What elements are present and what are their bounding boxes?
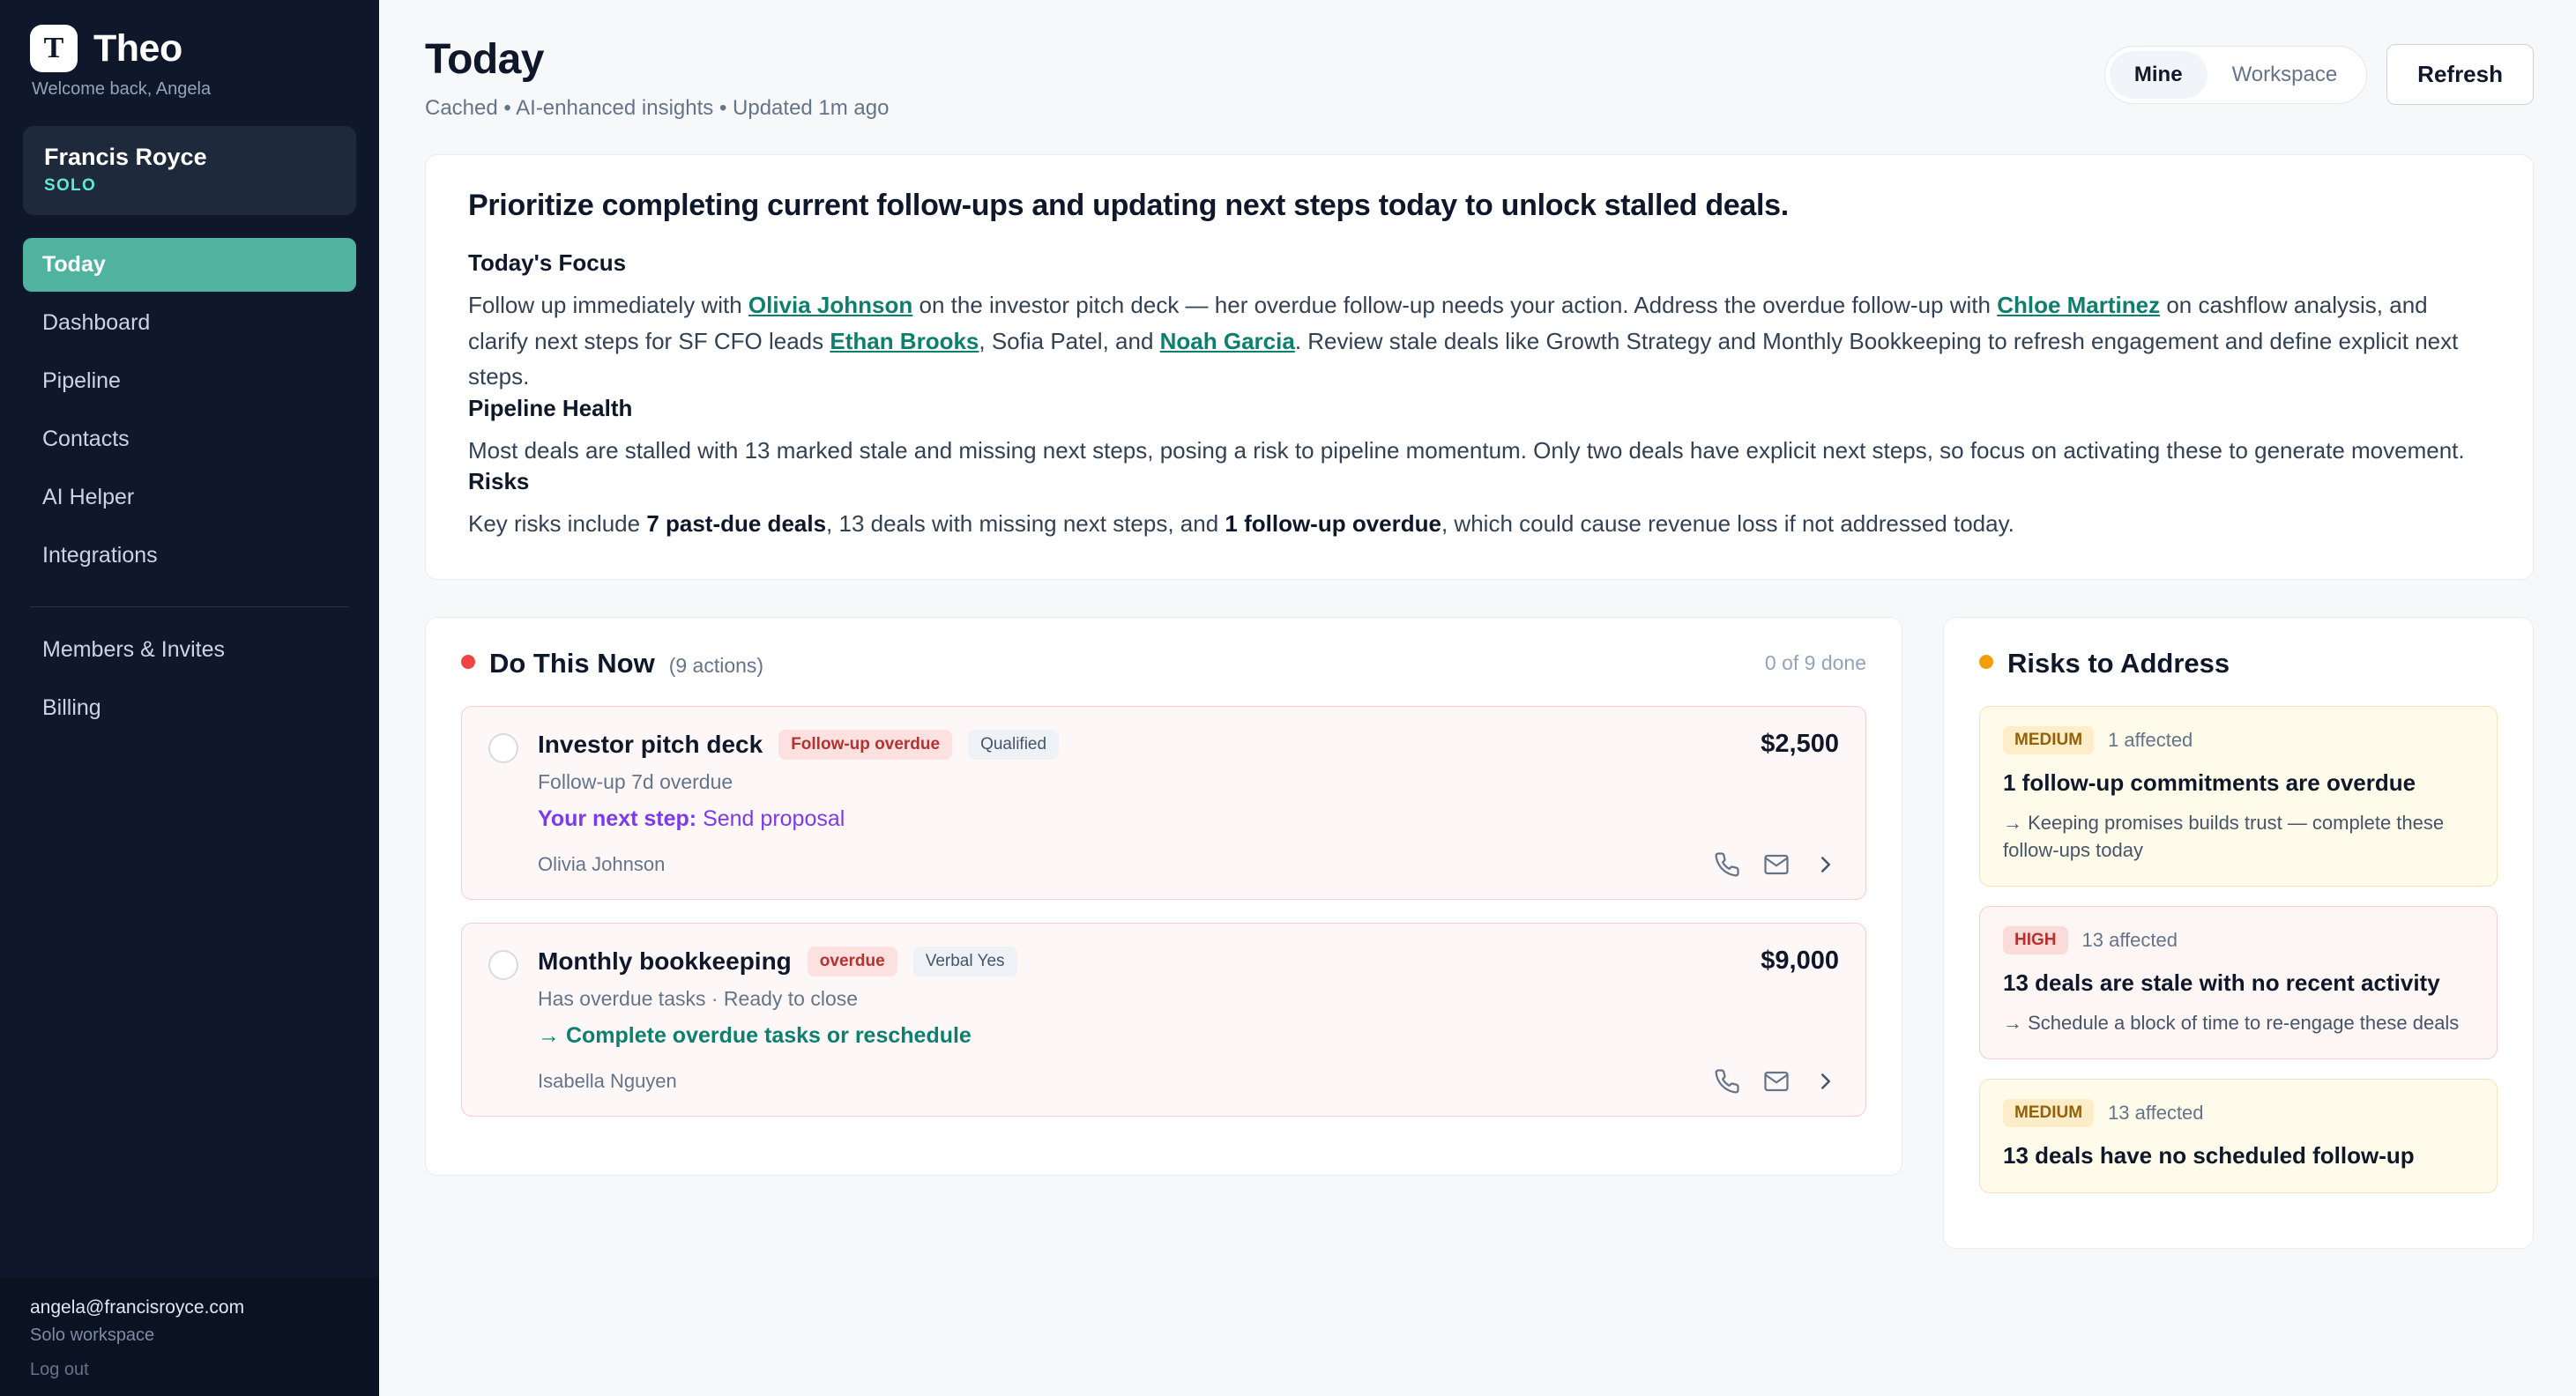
panel-action-count: (9 actions) [668,653,764,677]
task-next-step [538,1023,1839,1049]
task-body [538,947,1839,1049]
text-fragment: on cashflow analysis, and clarify next steps for SF CFO leads [468,292,2428,354]
task-subtitle: Follow-up 7d overdue [538,769,733,793]
insight-section-body [468,287,2490,395]
contact-link-noah-garcia[interactable]: Noah Garcia [1159,327,1295,354]
task-row[interactable] [461,706,1866,900]
page-header-text [425,35,889,121]
text-fragment: Most deals are stalled with 13 marked stale and missing next steps, posing a risk to pipeline momentum. Only two deals have explicit next steps, so focus on activating these to generate movement. [468,436,2465,464]
insight-card [425,154,2534,580]
page-title: Today [425,36,544,83]
risk-recommended-action: → Schedule a block of time to re-engage these deals [2003,1012,2460,1035]
text-fragment: Follow up immediately with [468,292,748,318]
contact-link-ethan-brooks[interactable]: Ethan Brooks [830,327,979,354]
task-actions [1714,851,1839,878]
sidebar-item-contacts[interactable]: Contacts [42,427,130,451]
text-fragment: on the investor pitch deck — her overdue follow-up needs your action. Address the overdue follow-up with [912,292,1998,318]
task-badge-status: Follow-up overdue [778,730,952,760]
panel-header [461,648,1866,679]
risk-header [2003,926,2474,954]
task-complete-checkbox[interactable] [488,733,518,763]
sidebar-item-billing[interactable]: Billing [42,695,101,720]
email-icon[interactable] [1763,1068,1790,1095]
sidebar-divider [30,606,349,607]
risk-card[interactable] [1979,706,2498,887]
task-amount: $2,500 [1761,730,1839,759]
scope-option-workspace[interactable]: Workspace [2231,62,2338,86]
risk-recommended-action: → Keeping promises builds trust — complete these follow-ups today [2003,811,2445,862]
email-icon[interactable] [1763,851,1790,878]
sidebar-nav-secondary [0,623,379,739]
app-logo-icon: T [30,25,78,72]
insight-headline: Prioritize completing current follow-ups and updating next steps today to unlock stalled deals. [468,189,1789,222]
panel-title-wrap [1979,648,2230,679]
sidebar-nav [0,238,379,587]
sidebar-footer [0,1278,379,1396]
task-next-step [538,806,1839,832]
risks-panel [1943,617,2534,1249]
do-this-now-column [425,617,1902,1249]
risk-severity-badge: HIGH [2003,926,2068,954]
text-fragment-emphasis: 1 follow-up overdue [1225,510,1441,538]
main-content [379,0,2576,1396]
account-workspace-type: Solo workspace [30,1325,155,1345]
sidebar-item-today[interactable]: Today [23,238,356,292]
page-header-actions [2104,35,2534,105]
logout-button[interactable]: Log out [30,1360,89,1379]
task-title: Investor pitch deck [538,730,763,758]
risk-title: 1 follow-up commitments are overdue [2003,769,2416,796]
workspace-card[interactable] [23,126,356,215]
risk-title: 13 deals have no scheduled follow-up [2003,1142,2415,1169]
risk-affected-count: 1 affected [2108,728,2193,751]
sidebar-item-members-invites[interactable]: Members & Invites [42,637,226,662]
sidebar-item-pipeline[interactable]: Pipeline [42,368,121,393]
risk-severity-badge: MEDIUM [2003,1099,2094,1127]
sidebar-item-integrations[interactable]: Integrations [42,543,158,568]
workspace-name: Francis Royce [44,144,207,170]
status-dot-icon [1979,655,1993,669]
task-top [488,947,1839,1049]
risk-header [2003,1099,2474,1127]
app-name: Theo [93,26,182,70]
insight-section-body [468,506,2490,542]
do-this-now-panel [425,617,1902,1176]
task-badge-stage: Qualified [968,730,1059,760]
text-fragment: . Review stale deals like Growth Strategy and Monthly Bookkeeping to refresh engagement and define explicit next steps. [468,327,2459,390]
risk-card[interactable] [1979,1079,2498,1193]
contact-link-chloe-martinez[interactable]: Chloe Martinez [1997,292,2161,318]
brand [0,0,379,72]
risk-affected-count: 13 affected [2081,929,2178,952]
welcome-text: Welcome back, Angela [32,79,212,99]
insight-section-focus [468,249,2490,395]
phone-icon[interactable] [1714,1068,1740,1095]
contact-link-olivia-johnson[interactable]: Olivia Johnson [748,292,913,318]
risk-affected-count: 13 affected [2108,1102,2204,1124]
chevron-right-icon[interactable] [1813,851,1839,878]
task-amount: $9,000 [1761,947,1839,976]
task-subtitle: Has overdue tasks · Ready to close [538,986,859,1010]
task-next-step-value: Send proposal [703,806,845,831]
task-next-step-label: Your next step: [538,806,697,831]
account-email: angela@francisroyce.com [30,1297,245,1318]
task-footer [488,1068,1839,1095]
risk-severity-badge: MEDIUM [2003,726,2094,754]
status-dot-icon [461,655,475,669]
task-contact-name: Olivia Johnson [538,852,666,875]
task-next-step-value: → Complete overdue tasks or reschedule [538,1022,972,1048]
page-header [379,0,2576,121]
insight-section-heading: Today's Focus [468,249,627,276]
panel-title: Do This Now [489,647,655,679]
panel-title: Risks to Address [2007,647,2230,679]
scope-toggle[interactable] [2104,46,2367,104]
risk-header [2003,726,2474,754]
text-fragment: Key risks include [468,510,647,538]
task-title-row [538,730,1839,760]
risk-card[interactable] [1979,906,2498,1059]
insight-section-heading: Risks [468,468,530,495]
sidebar [0,0,379,1396]
task-contact-name: Isabella Nguyen [538,1069,677,1092]
risk-title: 13 deals are stale with no recent activity [2003,969,2440,997]
task-badge-stage: Verbal Yes [913,947,1017,976]
page-subtitle: Cached • AI-enhanced insights • Updated 1m ago [425,96,890,120]
refresh-button[interactable]: Refresh [2386,44,2534,105]
task-badge-status: overdue [808,947,897,976]
phone-icon[interactable] [1714,851,1740,878]
sidebar-item-dashboard[interactable]: Dashboard [42,310,151,335]
sidebar-item-ai-helper[interactable]: AI Helper [42,485,135,509]
text-fragment: , 13 deals with missing next steps, and [826,510,1225,538]
text-fragment: , which could cause revenue loss if not addressed today. [1441,510,2014,538]
task-title: Monthly bookkeeping [538,947,792,975]
task-complete-checkbox[interactable] [488,950,518,980]
scope-option-mine[interactable]: Mine [2110,51,2207,99]
risks-column [1943,617,2534,1249]
insight-section-risks [468,468,2490,542]
panel-title-wrap [461,648,763,679]
task-actions [1714,1068,1839,1095]
insight-section-heading: Pipeline Health [468,394,633,421]
chevron-right-icon[interactable] [1813,1068,1839,1095]
workspace-plan-badge: SOLO [44,176,97,195]
task-title-row [538,947,1839,976]
task-footer [488,851,1839,878]
content-columns [425,617,2534,1249]
task-top [488,730,1839,832]
panel-progress: 0 of 9 done [1764,651,1866,675]
insight-section-pipeline-health [468,395,2490,469]
task-row[interactable] [461,923,1866,1117]
task-body [538,730,1839,832]
panel-header [1979,648,2498,679]
insight-section-body [468,433,2490,469]
text-fragment-emphasis: 7 past-due deals [646,510,827,538]
text-fragment: , Sofia Patel, and [979,327,1160,354]
